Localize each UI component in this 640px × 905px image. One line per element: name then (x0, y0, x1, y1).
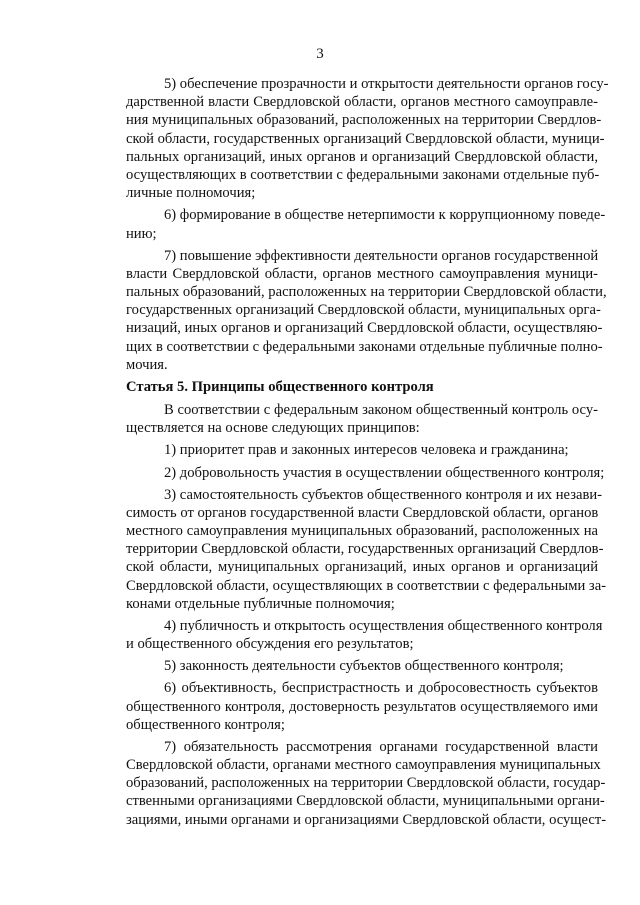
text-line: и общественного обсуждения его результатов; (126, 636, 414, 653)
paragraph-item-6 (88, 206, 606, 242)
text-line: 7) обязательность рассмотрения органами государственной власти (164, 738, 598, 755)
text-line: общественного контроля, достоверность результатов осуществляемого ими (126, 698, 598, 715)
text-line: образований, расположенных на территории Свердловской области, государ- (126, 775, 606, 792)
text-line: 6) объективность, беспристрастность и добросовестность субъектов (164, 680, 598, 697)
text-line: 3) самостоятельность субъектов общественного контроля и их незави- (164, 486, 603, 503)
text-line: конами отдельные публичные полномочия; (126, 595, 395, 612)
text-line: дарственной власти Свердловской области, органов местного самоуправле- (126, 94, 598, 111)
paragraph-principle-3 (88, 486, 607, 613)
text-line: 5) законность деятельности субъектов общественного контроля; (164, 658, 564, 675)
text-line: мочия. (126, 356, 168, 373)
paragraph-article-intro (88, 401, 598, 437)
paragraph-item-7 (88, 247, 607, 374)
text-line: зациями, иными органами и организациями Свердловской области, осущест- (126, 811, 607, 828)
text-line: щих в соответствии с федеральными законами отдельные публичные полно- (126, 338, 603, 355)
text-line: осуществляющих в соответствии с федеральными законами отдельные пуб- (126, 167, 600, 184)
text-line: 1) приоритет прав и законных интересов человека и гражданина; (164, 442, 569, 459)
document-body (88, 75, 609, 833)
text-line: 7) повышение эффективности деятельности органов государственной (164, 247, 599, 264)
text-line: территории Свердловской области, государственных организаций Свердлов- (126, 541, 604, 558)
text-line: личные полномочия; (126, 185, 256, 202)
text-line: пальных организаций, иных органов и организаций Свердловской области, (126, 148, 598, 165)
text-line: Свердловской области, органами местного самоуправления муниципальных (126, 757, 601, 774)
text-line: Свердловской области, осуществляющих в соответствии с федеральными за- (126, 577, 607, 594)
text-line: общественного контроля; (126, 716, 285, 733)
text-line: В соответствии с федеральным законом общественный контроль осу- (164, 402, 598, 419)
text-line: ния муниципальных образований, расположенных на территории Свердлов- (126, 112, 602, 129)
text-line: власти Свердловской области, органов местного самоуправления муници- (126, 265, 598, 282)
paragraph-principle-4 (88, 617, 603, 653)
paragraph-principle-7 (88, 738, 607, 829)
text-line: местного самоуправления муниципальных образований, расположенных на (126, 523, 598, 540)
text-line: ществляется на основе следующих принципов: (126, 420, 420, 437)
text-line: ской области, муниципальных организаций, иных органов и организаций (126, 559, 598, 576)
text-line: 2) добровольность участия в осуществлении общественного контроля; (164, 464, 605, 481)
text-line: ственными организациями Свердловской области, муниципальными органи- (126, 793, 605, 810)
text-line: пальных образований, расположенных на территории Свердловской области, (126, 284, 607, 301)
text-line: государственных организаций Свердловской области, муниципальных орга- (126, 302, 601, 319)
paragraph-principle-6 (88, 679, 598, 734)
paragraph-item-5 (88, 75, 609, 202)
text-line: 6) формирование в обществе нетерпимости к коррупционному поведе- (164, 207, 606, 224)
page-number: 3 (316, 46, 324, 62)
text-line: ской области, государственных организаций Свердловской области, муници- (126, 130, 605, 147)
paragraph-principle-2 (88, 464, 605, 482)
text-line: 5) обеспечение прозрачности и открытости деятельности органов госу- (164, 76, 609, 92)
text-line: низаций, иных органов и организаций Свердловской области, осуществляю- (126, 320, 603, 337)
paragraph-principle-5 (88, 657, 598, 675)
text-line: 4) публичность и открытость осуществления общественного контроля (164, 617, 603, 634)
article-heading: Статья 5. Принципы общественного контроля (126, 378, 434, 395)
text-line: симость от органов государственной власти Свердловской области, органов (126, 504, 599, 521)
text-line: нию; (126, 225, 157, 242)
paragraph-principle-1 (88, 441, 598, 459)
